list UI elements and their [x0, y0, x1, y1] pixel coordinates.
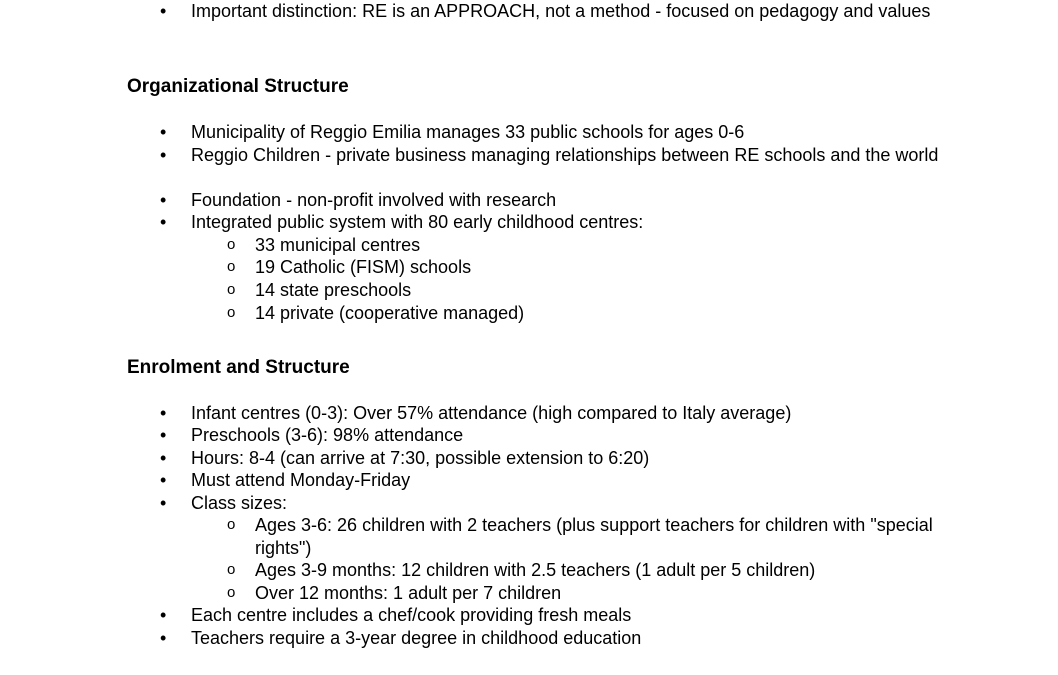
- list-item-text: Teachers require a 3-year degree in childhood education: [191, 628, 642, 648]
- list-item-text: Important distinction: RE is an APPROACH, not a method - focused on pedagogy and values: [191, 1, 931, 21]
- list-item: [160, 424, 464, 447]
- list-item-text: Hours: 8-4 (can arrive at 7:30, possible extension to 6:20): [191, 448, 650, 468]
- sub-bullet-icon: o: [227, 561, 236, 578]
- sub-list-item: [227, 234, 421, 257]
- list-item-text: Ages 3-9 months: 12 children with 2.5 teachers (1 adult per 5 children): [255, 560, 816, 580]
- sub-bullet-icon: o: [227, 584, 236, 601]
- list-item-text: 33 municipal centres: [255, 235, 421, 255]
- bullet-icon: •: [160, 1, 167, 21]
- list-item-text: Must attend Monday-Friday: [191, 470, 411, 490]
- list-item: [160, 189, 557, 212]
- sub-bullet-icon: o: [227, 281, 236, 298]
- bullet-icon: •: [160, 470, 167, 490]
- list-item: [160, 492, 288, 515]
- sub-list-item: [227, 582, 562, 605]
- list-item-text: 14 state preschools: [255, 280, 412, 300]
- sub-bullet-icon: o: [227, 258, 236, 275]
- list-item: [160, 121, 745, 144]
- list-item-text: Foundation - non-profit involved with research: [191, 190, 557, 210]
- sub-list-item: [227, 256, 472, 279]
- sub-list-item: [227, 279, 412, 302]
- bullet-icon: •: [160, 605, 167, 625]
- bullet-icon: •: [160, 628, 167, 648]
- bullet-icon: •: [160, 493, 167, 513]
- list-item-text: 19 Catholic (FISM) schools: [255, 257, 472, 277]
- list-item: [160, 211, 644, 234]
- list-item-text: Class sizes:: [191, 493, 288, 513]
- list-item: [160, 144, 961, 167]
- list-item-text: Each centre includes a chef/cook providing fresh meals: [191, 605, 632, 625]
- list-item-text: Ages 3-6: 26 children with 2 teachers (plus support teachers for children with "special rights"): [255, 515, 933, 558]
- sub-bullet-icon: o: [227, 516, 236, 533]
- list-item-text: Integrated public system with 80 early childhood centres:: [191, 212, 644, 232]
- bullet-icon: •: [160, 425, 167, 445]
- bullet-icon: •: [160, 190, 167, 210]
- list-item-text: Reggio Children - private business managing relationships between RE schools and the world: [191, 145, 939, 165]
- list-item: [160, 0, 951, 23]
- bullet-icon: •: [160, 145, 167, 165]
- list-item-text: Infant centres (0-3): Over 57% attendance (high compared to Italy average): [191, 403, 792, 423]
- list-item-text: 14 private (cooperative managed): [255, 303, 525, 323]
- list-item-text: Preschools (3-6): 98% attendance: [191, 425, 464, 445]
- section-heading: Organizational Structure: [127, 76, 349, 97]
- section-heading: Enrolment and Structure: [127, 357, 350, 378]
- sub-bullet-icon: o: [227, 236, 236, 253]
- list-item: [160, 604, 632, 627]
- list-item-text: Over 12 months: 1 adult per 7 children: [255, 583, 562, 603]
- list-item: [160, 447, 650, 470]
- bullet-icon: •: [160, 403, 167, 423]
- list-item: [160, 469, 411, 492]
- list-item: [160, 627, 642, 650]
- sub-list-item: [227, 514, 955, 559]
- sub-list-item: [227, 559, 816, 582]
- list-item-text: Municipality of Reggio Emilia manages 33 public schools for ages 0-6: [191, 122, 745, 142]
- bullet-icon: •: [160, 448, 167, 468]
- bullet-icon: •: [160, 122, 167, 142]
- sub-list-item: [227, 302, 525, 325]
- sub-bullet-icon: o: [227, 304, 236, 321]
- list-item: [160, 402, 792, 425]
- bullet-icon: •: [160, 212, 167, 232]
